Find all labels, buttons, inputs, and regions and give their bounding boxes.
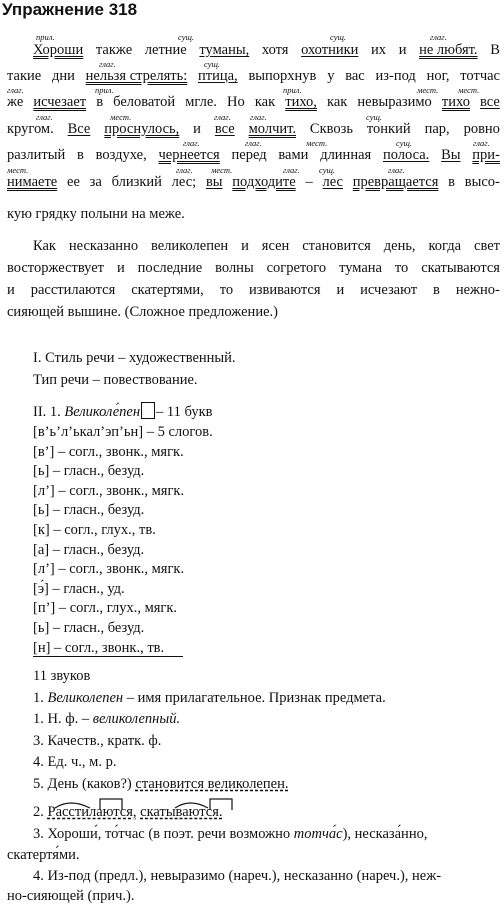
grammar-label: глаг.	[183, 138, 200, 148]
word: птица,	[198, 68, 238, 84]
phonetic-line: [л’] – согл., звонк., мягк.	[33, 561, 185, 578]
phonetic-line: [а] – гласн., безуд.	[33, 541, 145, 558]
word: как	[254, 94, 276, 110]
word: Вы	[441, 147, 461, 163]
word: такие	[7, 68, 42, 84]
word: Все	[67, 121, 91, 137]
word: ног,	[426, 68, 450, 84]
text-line	[7, 94, 500, 111]
word: когда	[428, 238, 462, 254]
word: извиваются	[249, 282, 321, 298]
word: все	[480, 94, 500, 110]
word: тонкий	[366, 121, 411, 137]
word: дни	[51, 68, 75, 84]
grammar-label: сущ.	[319, 165, 336, 175]
word: несказанно	[68, 238, 139, 254]
word: Но	[227, 94, 245, 110]
grammar-label: глаг.	[7, 85, 24, 95]
word: вас	[345, 68, 365, 84]
phonetic-line: [п’] – согл., глух., мягк.	[33, 600, 178, 617]
word: туманы,	[199, 42, 250, 58]
word: кругом.	[7, 121, 54, 137]
text-line	[33, 42, 500, 59]
word: вы	[205, 174, 223, 190]
word: молчит.	[248, 121, 296, 137]
word: Как	[33, 238, 56, 254]
word: тихо	[441, 94, 470, 110]
word: лес;	[171, 174, 197, 190]
word: скатываются	[421, 260, 500, 276]
morph-item: 4. Ед. ч., м. р.	[33, 754, 117, 770]
word: летние	[144, 42, 187, 58]
word: выпорхнув	[248, 68, 317, 84]
grammar-label: мест.	[458, 85, 480, 95]
text-line	[7, 206, 185, 223]
stress-line	[33, 826, 427, 843]
word: и	[7, 282, 15, 298]
word: все	[214, 121, 235, 137]
word: длинная	[320, 147, 372, 163]
phonetic-line: [в’] – согл., звонк., мягк.	[33, 443, 184, 460]
word: нежно-	[455, 282, 500, 298]
word: также	[95, 42, 133, 58]
word: и	[241, 238, 249, 254]
word: превращается	[352, 174, 439, 190]
type-line: Тип речи – повествование.	[33, 372, 198, 388]
morph-item: 5. День (каков?) становится великолепен.	[33, 776, 289, 792]
word: же	[7, 94, 24, 110]
grammar-label: прил.	[36, 32, 55, 42]
wordform-num: 2.	[33, 804, 44, 820]
morph-item: 3. Качеств., кратк. ф.	[33, 733, 162, 749]
word: ясен	[261, 238, 290, 254]
text-line	[7, 121, 500, 138]
morph-head: 1. Великолепен – имя прилагательное. Признак предмета.	[33, 690, 386, 706]
text-line	[7, 68, 500, 85]
grammar-label: мест.	[306, 138, 328, 148]
stress-line-2: скатертя́ми.	[7, 847, 80, 863]
text-line	[7, 147, 500, 164]
word: и	[116, 260, 125, 276]
style-line: I. Стиль речи – художественный.	[33, 350, 236, 366]
wordform-2: скатываются.	[140, 804, 223, 820]
word: мгле.	[185, 94, 217, 110]
word: воздухе,	[95, 147, 147, 163]
word: день,	[383, 238, 416, 254]
wordform-1: Расстилаются,	[47, 804, 137, 820]
word: за	[89, 174, 102, 190]
phonetic-line: [ь] – гласн., безуд.	[33, 620, 145, 636]
word: ее	[67, 174, 80, 190]
ending-box-icon	[141, 402, 155, 419]
word: то	[219, 282, 234, 298]
morph-head-rest: – имя прилагательное. Признак предмета.	[126, 690, 386, 706]
grammar-label: сущ.	[204, 59, 221, 69]
word: восторжествует	[7, 260, 105, 276]
text-line	[7, 304, 278, 321]
word: разлитый	[7, 147, 66, 163]
word: из-под	[375, 68, 416, 84]
word: и	[398, 42, 407, 58]
word: не любят.	[419, 42, 478, 58]
spelling-line: 4. Из-под (предл.), невыразимо (нареч.), несказанно (нареч.), неж-	[33, 868, 442, 884]
letter-count: – 11 букв	[156, 404, 213, 420]
grammar-label: глаг.	[430, 32, 447, 42]
word: проснулось,	[104, 121, 180, 137]
phonetic-line: [к] – согл., глух., тв.	[33, 522, 156, 538]
word: лес	[322, 174, 343, 190]
word: подходите	[232, 174, 296, 190]
grammar-label: сущ.	[330, 32, 347, 42]
grammar-label: глаг.	[176, 165, 193, 175]
word: то	[394, 260, 409, 276]
word: В	[490, 42, 500, 58]
word: тумана	[339, 260, 382, 276]
word: свет	[474, 238, 500, 254]
stress-text: 3. Хороши́, то́тчас (в поэт. речи возможно	[33, 826, 291, 842]
sound-count: 11 звуков	[33, 668, 91, 684]
spelling-line-2: но-сияющей (прич.).	[7, 888, 135, 904]
stress-end: ), несказа́нно,	[342, 826, 428, 842]
word: при-	[472, 147, 500, 163]
word: тотчас	[460, 68, 500, 84]
word: и	[193, 121, 201, 137]
grammar-label: глаг.	[473, 138, 490, 148]
word: согретого	[266, 260, 327, 276]
divider	[33, 656, 183, 657]
word: хотя	[261, 42, 289, 58]
word: высо-	[464, 174, 500, 190]
grammar-label: глаг.	[99, 59, 116, 69]
word: расстилаются	[30, 282, 116, 298]
word: Сквозь	[309, 121, 353, 137]
grammar-label: глаг.	[214, 112, 231, 122]
phonetic-line: [э́] – гласн., уд.	[33, 580, 125, 597]
word: перед	[231, 147, 267, 163]
word: тихо,	[285, 94, 317, 110]
grammar-label: мест.	[417, 85, 439, 95]
word: становится	[302, 238, 371, 254]
grammar-label: сущ.	[396, 138, 413, 148]
word: сияющей вышине. (Сложное предложение.)	[7, 304, 278, 320]
word: последние	[137, 260, 203, 276]
word: в	[433, 282, 440, 298]
morph-item: 1. Н. ф. – великолепный.	[33, 711, 181, 727]
word: –	[305, 174, 313, 190]
word: охотники	[301, 42, 359, 58]
grammar-label: глаг.	[36, 112, 53, 122]
suffix-arcs	[50, 798, 270, 810]
word: скатертями,	[131, 282, 204, 298]
grammar-label: прил.	[283, 85, 302, 95]
word: нимаете	[7, 174, 58, 190]
grammar-label: глаг.	[388, 165, 405, 175]
word: исчезает	[33, 94, 87, 110]
word: их	[371, 42, 387, 58]
phonetic-line: [н] – согл., звонк., тв.	[33, 639, 165, 656]
word: невыразимо	[357, 94, 432, 110]
phonetic-line: [ь] – гласн., безуд.	[33, 463, 145, 480]
text-line	[33, 238, 500, 255]
word: чернеется	[158, 147, 220, 163]
word: в	[96, 94, 104, 110]
word: кую грядку полыни на меже.	[7, 206, 185, 222]
text-line	[7, 260, 500, 277]
phonetic-line: [л’] – согл., звонк., мягк.	[33, 482, 185, 499]
grammar-label: мест.	[7, 165, 29, 175]
morph-head-word: Великолепен	[47, 690, 124, 706]
grammar-label: прил.	[95, 85, 114, 95]
word: беловатой	[113, 94, 176, 110]
exercise-title: Упражнение 318	[2, 0, 138, 19]
word: у	[327, 68, 335, 84]
word: вами	[278, 147, 309, 163]
grammar-label: мест.	[211, 165, 233, 175]
word: пар,	[424, 121, 450, 137]
grammar-label: сущ.	[178, 32, 195, 42]
word: Хороши	[33, 42, 84, 58]
phonetic-line: [ь] – гласн., безуд.	[33, 502, 145, 519]
phonetic-word-line: II. 1. Великоле́пен – 11 букв	[33, 404, 213, 420]
grammar-label: глаг.	[250, 112, 267, 122]
word: волны	[215, 260, 254, 276]
phonetic-line: [в’ь’л’ькал’эп’ьн] – 5 слогов.	[33, 424, 213, 440]
stress-variant: тотча́с	[293, 826, 343, 842]
word: и	[336, 282, 345, 298]
word: в	[77, 147, 84, 163]
word: полоса.	[382, 147, 430, 163]
phonetic-word: Великоле́пен	[64, 404, 141, 420]
word: нельзя стрелять:	[85, 68, 188, 84]
word: близкий	[111, 174, 162, 190]
text-line	[7, 174, 500, 191]
word: как	[327, 94, 348, 110]
grammar-label: глаг.	[283, 165, 300, 175]
text-line	[7, 282, 500, 299]
word: исчезают	[360, 282, 418, 298]
word: великолепен	[151, 238, 229, 254]
word: ровно	[463, 121, 500, 137]
grammar-label: сущ.	[366, 112, 383, 122]
grammar-label: глаг.	[245, 138, 262, 148]
grammar-label: мест.	[110, 112, 132, 122]
word: в	[448, 174, 455, 190]
